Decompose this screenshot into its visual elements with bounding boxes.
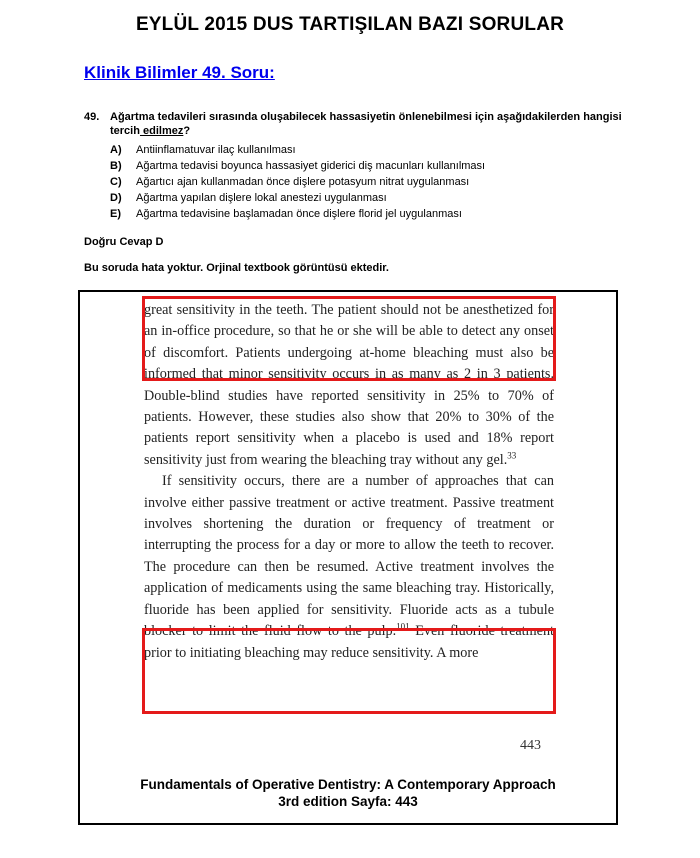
note-text: Bu soruda hata yoktur. Orjinal textbook görüntüsü ektedir. [84,262,389,274]
textbook-para2-text: If sensitivity occurs, there are a number of approaches that can involve either passive treatment or active treatment. Passive treatment involves shortening the duration or frequency of treatment or interrupting the process for a day or more to allow the teeth to recover. The procedure can then be resumed. Active treatment involves the application of medicaments using the same bleaching tray. Historically, fluoride has been applied for sensitivity. Fluoride acts as a tubule blocker to limit the fluid flow to the pulp. [144,473,554,640]
option-e [84,206,644,222]
question-emphasis: edilmez [139,125,184,137]
question-number: 49. [84,111,100,123]
reference-superscript: 101 [396,621,410,632]
option-c [84,174,644,190]
option-text: Ağartma tedavisi boyunca hassasiyet giderici diş macunları kullanılması [136,160,486,172]
option-d [84,190,644,206]
highlight-box [142,628,556,714]
option-text: Ağartıcı ajan kullanmadan önce dişlere potasyum nitrat uygulanması [136,176,470,188]
textbook-para1-text: great sensitivity in the teeth. The patient should not be anesthetized for an in-office procedure, so that he or she will be able to detect any onset of discomfort. Patients undergoing at-home bleaching must also be informed that minor sensitivity occurs in as many as 2 in 3 patients. Double-blind studies have reported sensitivity in 25% to 70% of patients. However, these studies also show that 20% to 30% of the patients report sensitivity when a placebo is used and 18% report sensitivity just from wearing the bleaching tray without any gel. [144,302,554,468]
option-letter: B) [110,160,122,172]
option-b [84,158,644,174]
textbook-excerpt-frame [78,290,618,825]
option-letter: C) [110,176,122,188]
option-letter: E) [110,208,121,220]
question-stem [84,110,644,138]
question-text [110,110,644,138]
correct-answer: Doğru Cevap D [84,236,164,248]
option-letter: A) [110,144,122,156]
caption-edition-page: 3rd edition Sayfa: 443 [278,794,418,809]
highlight-box [142,296,556,381]
caption-book-title: Fundamentals of Operative Dentistry: A Contemporary Approach [140,777,556,792]
option-text: Ağartma tedavisine başlamadan önce dişlere florid jel uygulanması [136,208,462,220]
section-link[interactable]: Klinik Bilimler 49. Soru: [84,63,275,82]
options-list [84,142,644,222]
question-text-end: ? [183,125,191,137]
textbook-para2-tail: Even fluoride treatment prior to initiating bleaching may reduce sensitivity. A more [144,623,554,661]
option-a [84,142,644,158]
option-text: Antiinflamatuvar ilaç kullanılması [136,144,296,156]
textbook-page-number: 443 [520,738,541,753]
question-block [84,110,644,222]
option-text: Ağartma yapılan dişlere lokal anestezi uygulanması [136,192,387,204]
question-text-main: Ağartma tedavileri sırasında oluşabilecek hassasiyetin önlenebilmesi için aşağıdakilerden hangisi tercih [110,111,622,137]
option-letter: D) [110,192,122,204]
page-title: EYLÜL 2015 DUS TARTIŞILAN BAZI SORULAR [135,14,565,35]
reference-superscript: 33 [507,450,517,461]
source-caption [80,776,616,810]
